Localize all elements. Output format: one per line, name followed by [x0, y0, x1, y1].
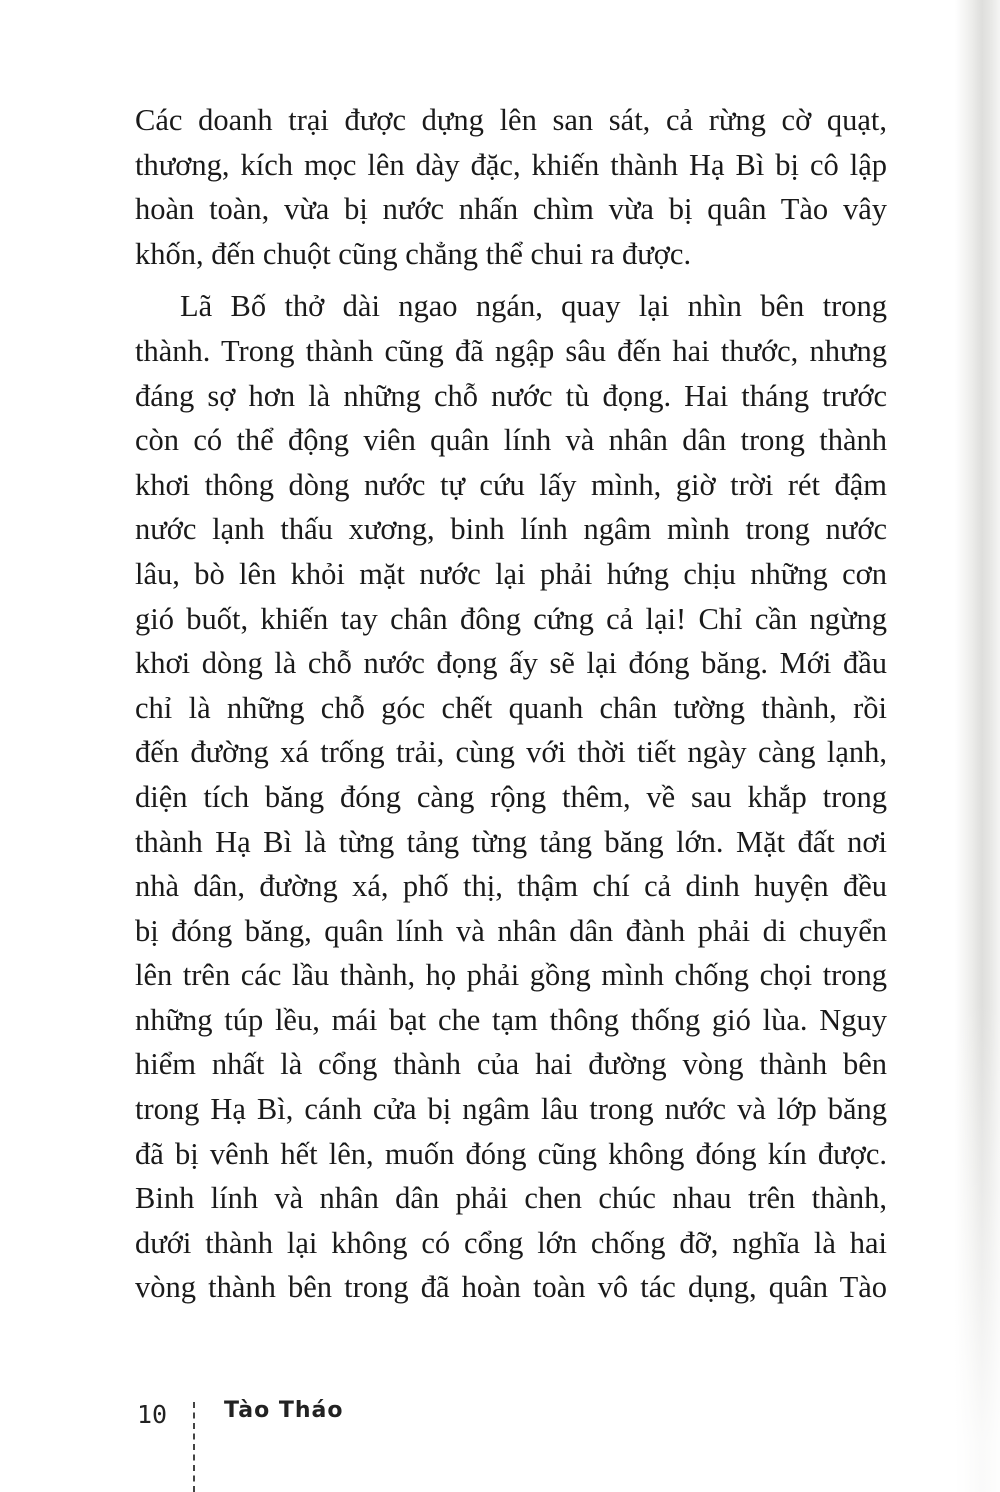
- text-line: hiểm nhất là cổng thành của hai đường vòng thành bên: [135, 1047, 887, 1082]
- text-line: còn có thể động viên quân lính và nhân dân trong thành: [135, 423, 887, 458]
- text-line: Binh lính và nhân dân phải chen chúc nhau trên thành,: [135, 1181, 887, 1216]
- text-line: những túp lều, mái bạt che tạm thông thống gió lùa. Nguy: [135, 1002, 887, 1037]
- text-line: đến đường xá trống trải, cùng với thời tiết ngày càng lạnh,: [135, 735, 887, 770]
- text-line: Lã Bố thở dài ngao ngán, quay lại nhìn bên trong: [180, 289, 887, 324]
- text-line: khơi thông dòng nước tự cứu lấy mình, giờ trời rét đậm: [135, 467, 887, 502]
- text-line: lâu, bò lên khỏi mặt nước lại phải hứng chịu những cơn: [135, 556, 887, 591]
- text-line: trong Hạ Bì, cánh cửa bị ngâm lâu trong nước và lớp băng: [135, 1092, 887, 1127]
- running-title: Tào Tháo: [224, 1398, 344, 1423]
- text-line: nước lạnh thấu xương, binh lính ngâm mình trong nước: [135, 512, 887, 547]
- text-line: chỉ là những chỗ góc chết quanh chân tường thành, rồi: [135, 690, 887, 725]
- text-line: đáng sợ hơn là những chỗ nước tù đọng. Hai tháng trước: [135, 378, 887, 413]
- page-number: 10: [137, 1400, 168, 1429]
- text-line: hoàn toàn, vừa bị nước nhấn chìm vừa bị quân Tào vây: [135, 192, 887, 227]
- text-line: bị đóng băng, quân lính và nhân dân đành phải di chuyển: [135, 913, 887, 948]
- body-text: [135, 98, 887, 1310]
- text-line: đã bị vênh hết lên, muốn đóng cũng không đóng kín được.: [135, 1136, 887, 1171]
- text-line: thành Hạ Bì là từng tảng từng tảng băng lớn. Mặt đất nơi: [135, 824, 887, 859]
- paragraph-1: [135, 98, 887, 276]
- text-line: dưới thành lại không có cổng lớn chống đỡ, nghĩa là hai: [135, 1225, 887, 1260]
- footer-divider: [193, 1402, 195, 1492]
- text-line: vòng thành bên trong đã hoàn toàn vô tác dụng, quân Tào: [135, 1270, 887, 1305]
- page-footer: [0, 1390, 1000, 1492]
- text-line: thành. Trong thành cũng đã ngập sâu đến hai thước, nhưng: [135, 333, 887, 368]
- text-line: lên trên các lầu thành, họ phải gồng mình chống chọi trong: [135, 958, 887, 993]
- text-line: khơi dòng là chỗ nước đọng ấy sẽ lại đóng băng. Mới đầu: [135, 646, 887, 681]
- text-line: thương, kích mọc lên dày đặc, khiến thành Hạ Bì bị cô lập: [135, 147, 887, 182]
- text-line: diện tích băng đóng càng rộng thêm, về sau khắp trong: [135, 779, 887, 814]
- paragraph-2: [135, 284, 887, 1310]
- text-line: khốn, đến chuột cũng chẳng thể chui ra được.: [135, 236, 692, 271]
- text-line: Các doanh trại được dựng lên san sát, cả rừng cờ quạt,: [135, 103, 887, 137]
- text-line: nhà dân, đường xá, phố thị, thậm chí cả dinh huyện đều: [135, 869, 887, 904]
- text-line: gió buốt, khiến tay chân đông cứng cả lại! Chỉ cần ngừng: [135, 601, 887, 636]
